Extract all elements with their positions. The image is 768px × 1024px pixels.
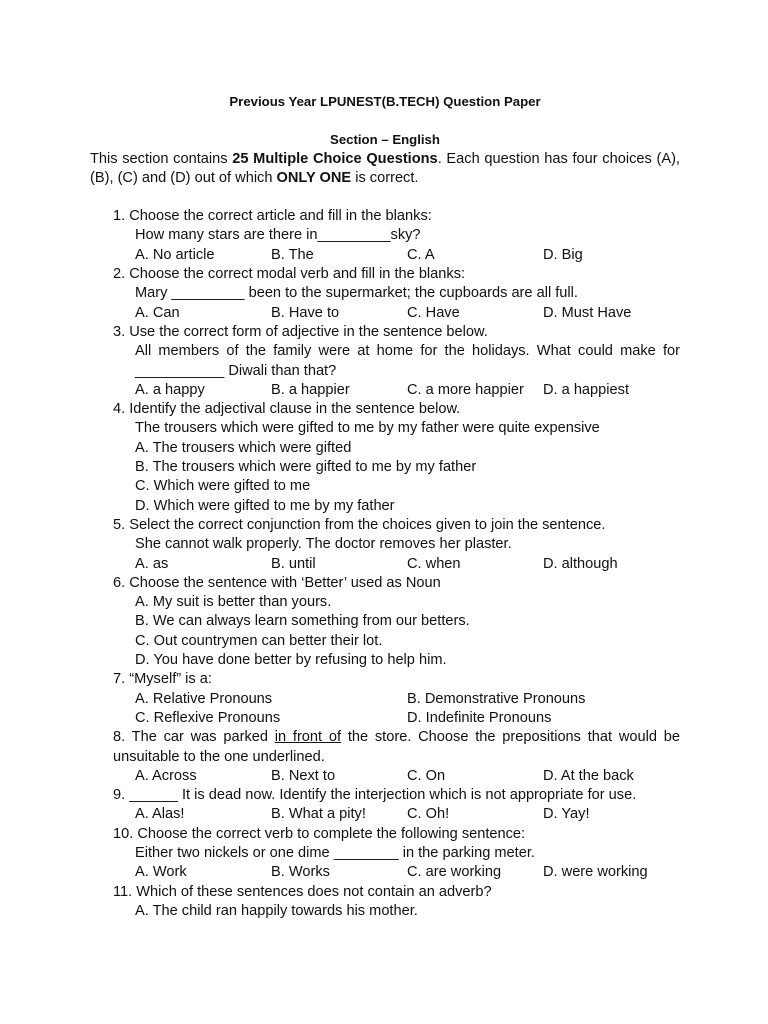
option-d: D. At the back bbox=[543, 767, 634, 784]
option-a: A. The child ran happily towards his mother. bbox=[135, 902, 418, 919]
options bbox=[135, 381, 680, 400]
question-stem: 1. Choose the correct article and fill in the blanks: bbox=[113, 208, 432, 225]
stem-text: 8. The car was parked bbox=[113, 729, 275, 746]
option-d: D. Yay! bbox=[543, 806, 590, 823]
question-stem: 4. Identify the adjectival clause in the sentence below. bbox=[113, 401, 461, 418]
option-a: A. Relative Pronouns bbox=[135, 690, 273, 707]
question-sentence: All members of the family were at home for the holidays. What could make for ___________ Diwali than that? bbox=[135, 343, 680, 379]
option-a: A. a happy bbox=[135, 381, 205, 398]
question-stem: 11. Which of these sentences does not contain an adverb? bbox=[113, 883, 492, 900]
question-stem: 9. ______ It is dead now. Identify the interjection which is not appropriate for use. bbox=[113, 787, 637, 804]
question-stem bbox=[113, 728, 680, 767]
question-stem: 7. “Myself” is a: bbox=[113, 671, 212, 688]
option-c: C. when bbox=[407, 555, 461, 572]
intro-bold-only-one: ONLY ONE bbox=[276, 169, 352, 186]
option-b: B. Demonstrative Pronouns bbox=[407, 690, 586, 707]
question-2 bbox=[113, 265, 680, 323]
page-title: Previous Year LPUNEST(B.TECH) Question Paper bbox=[229, 94, 541, 109]
question-6 bbox=[113, 574, 680, 670]
question-sentence: Mary _________ been to the supermarket; the cupboards are all full. bbox=[135, 285, 578, 302]
option-d: D. Indefinite Pronouns bbox=[407, 709, 552, 726]
question-3 bbox=[113, 323, 680, 400]
options bbox=[135, 767, 680, 786]
option-d: D. You have done better by refusing to help him. bbox=[135, 652, 447, 669]
option-d: D. a happiest bbox=[543, 381, 629, 398]
option-c: C. A bbox=[407, 246, 435, 263]
option-c: C. On bbox=[407, 767, 446, 784]
question-9 bbox=[113, 786, 680, 825]
options bbox=[135, 555, 680, 574]
question-sentence: The trousers which were gifted to me by my father were quite expensive bbox=[135, 420, 600, 437]
question-sentence: She cannot walk properly. The doctor removes her plaster. bbox=[135, 536, 512, 553]
option-b: B. The bbox=[271, 246, 314, 263]
question-10 bbox=[113, 825, 680, 883]
options bbox=[135, 805, 680, 824]
option-b: B. Have to bbox=[271, 304, 340, 321]
option-b: B. Next to bbox=[271, 767, 336, 784]
option-a: A. as bbox=[135, 555, 169, 572]
option-a: A. My suit is better than yours. bbox=[135, 594, 332, 611]
option-a: A. Work bbox=[135, 864, 187, 881]
option-b: B. The trousers which were gifted to me by my father bbox=[135, 459, 477, 476]
option-b: B. What a pity! bbox=[271, 806, 366, 823]
question-stem: 2. Choose the correct modal verb and fill in the blanks: bbox=[113, 266, 466, 283]
options bbox=[135, 863, 680, 882]
question-stem: 3. Use the correct form of adjective in the sentence below. bbox=[113, 323, 488, 340]
option-b: B. Works bbox=[271, 864, 330, 881]
option-c: C. Reflexive Pronouns bbox=[135, 709, 281, 726]
option-d: D. Big bbox=[543, 246, 583, 263]
question-11 bbox=[113, 883, 680, 922]
option-a: A. The trousers which were gifted bbox=[135, 439, 352, 456]
question-7 bbox=[113, 670, 680, 728]
option-c: C. are working bbox=[407, 864, 502, 881]
option-c: C. Which were gifted to me bbox=[135, 478, 311, 495]
option-d: D. Must Have bbox=[543, 304, 632, 321]
options bbox=[135, 690, 680, 729]
intro-text: This section contains bbox=[90, 150, 233, 167]
question-1 bbox=[113, 207, 680, 265]
options bbox=[135, 304, 680, 323]
question-stem: 6. Choose the sentence with ‘Better’ used as Noun bbox=[113, 574, 441, 591]
option-a: A. Can bbox=[135, 304, 180, 321]
option-b: B. until bbox=[271, 555, 316, 572]
option-a: A. No article bbox=[135, 246, 215, 263]
option-d: D. although bbox=[543, 555, 618, 572]
option-c: C. Oh! bbox=[407, 806, 450, 823]
option-c: C. Out countrymen can better their lot. bbox=[135, 632, 383, 649]
option-d: D. Which were gifted to me by my father bbox=[135, 497, 395, 514]
question-sentence: Either two nickels or one dime ________ in the parking meter. bbox=[135, 844, 535, 861]
section-intro bbox=[90, 150, 680, 189]
option-d: D. were working bbox=[543, 864, 648, 881]
option-c: C. a more happier bbox=[407, 381, 524, 398]
question-sentence: How many stars are there in_________sky? bbox=[135, 227, 421, 244]
intro-text: . Each question has four choices (A), (B), (C) and (D) out of which bbox=[90, 150, 680, 186]
intro-bold-count: 25 Multiple Choice Questions bbox=[232, 150, 438, 167]
section-title: Section – English bbox=[330, 132, 440, 148]
options bbox=[135, 246, 680, 265]
stem-text: the store. Choose the prepositions that would be unsuitable to the one underlined. bbox=[113, 729, 680, 765]
option-a: A. Across bbox=[135, 767, 197, 784]
question-list bbox=[113, 207, 680, 921]
intro-text: is correct. bbox=[351, 169, 419, 186]
option-c: C. Have bbox=[407, 304, 460, 321]
option-b: B. a happier bbox=[271, 381, 350, 398]
question-8 bbox=[113, 728, 680, 786]
question-stem: 5. Select the correct conjunction from the choices given to join the sentence. bbox=[113, 516, 606, 533]
question-5 bbox=[113, 516, 680, 574]
underlined-phrase: in front of bbox=[274, 729, 342, 746]
option-a: A. Alas! bbox=[135, 806, 185, 823]
question-4 bbox=[113, 400, 680, 516]
option-b: B. We can always learn something from our betters. bbox=[135, 613, 470, 630]
question-stem: 10. Choose the correct verb to complete the following sentence: bbox=[113, 825, 526, 842]
